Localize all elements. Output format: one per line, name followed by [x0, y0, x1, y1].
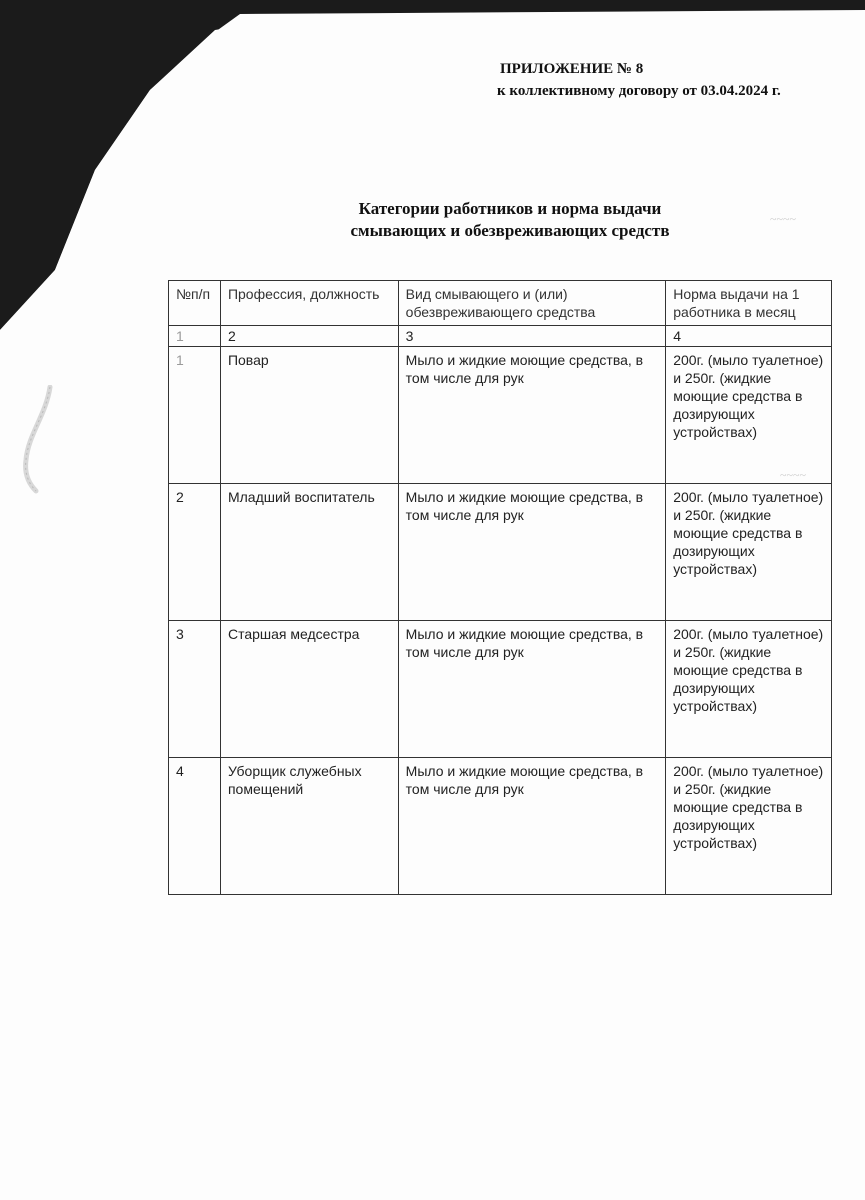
document-title — [260, 198, 760, 242]
title-line-2: смывающих и обезвреживающих средств — [350, 221, 670, 240]
row-number: 1 — [169, 347, 221, 484]
appendix-header — [497, 58, 781, 102]
header-norm: Норма выдачи на 1 работника в месяц — [666, 281, 832, 326]
table-row — [169, 621, 832, 758]
header-position: Профессия, должность — [220, 281, 398, 326]
bleed-through-text: ~~~~ — [780, 468, 806, 482]
appendix-number: ПРИЛОЖЕНИЕ № 8 — [500, 61, 644, 77]
table-row — [169, 484, 832, 621]
column-number: 2 — [220, 326, 398, 347]
column-number: 3 — [398, 326, 666, 347]
title-line-1: Категории работников и норма выдачи — [358, 199, 662, 218]
column-number-row — [169, 326, 832, 347]
header-number: №п/п — [169, 281, 221, 326]
row-product: Мыло и жидкие моющие средства, в том числе для рук — [398, 758, 666, 895]
row-product: Мыло и жидкие моющие средства, в том числе для рук — [398, 484, 666, 621]
row-position: Старшая медсестра — [220, 621, 398, 758]
row-product: Мыло и жидкие моющие средства, в том числе для рук — [398, 621, 666, 758]
row-norm: 200г. (мыло туалетное) и 250г. (жидкие моющие средства в дозирующих устройствах) — [666, 758, 832, 895]
row-position: Уборщик служебных помещений — [220, 758, 398, 895]
norms-table — [168, 280, 832, 895]
row-number: 4 — [169, 758, 221, 895]
binding-string — [16, 385, 56, 495]
column-number: 4 — [666, 326, 832, 347]
row-number: 2 — [169, 484, 221, 621]
table-header-row — [169, 281, 832, 326]
row-number: 3 — [169, 621, 221, 758]
appendix-reference: к коллективному договору от 03.04.2024 г. — [497, 83, 781, 99]
row-product: Мыло и жидкие моющие средства, в том числе для рук — [398, 347, 666, 484]
table-row — [169, 347, 832, 484]
row-norm: 200г. (мыло туалетное) и 250г. (жидкие моющие средства в дозирующих устройствах) — [666, 621, 832, 758]
header-product: Вид смывающего и (или) обезвреживающего средства — [398, 281, 666, 326]
row-norm: 200г. (мыло туалетное) и 250г. (жидкие моющие средства в дозирующих устройствах) — [666, 347, 832, 484]
row-position: Повар — [220, 347, 398, 484]
row-position: Младший воспитатель — [220, 484, 398, 621]
bleed-through-text: ~~~~ — [770, 212, 796, 226]
row-norm: 200г. (мыло туалетное) и 250г. (жидкие моющие средства в дозирующих устройствах) — [666, 484, 832, 621]
table-row — [169, 758, 832, 895]
column-number: 1 — [169, 326, 221, 347]
